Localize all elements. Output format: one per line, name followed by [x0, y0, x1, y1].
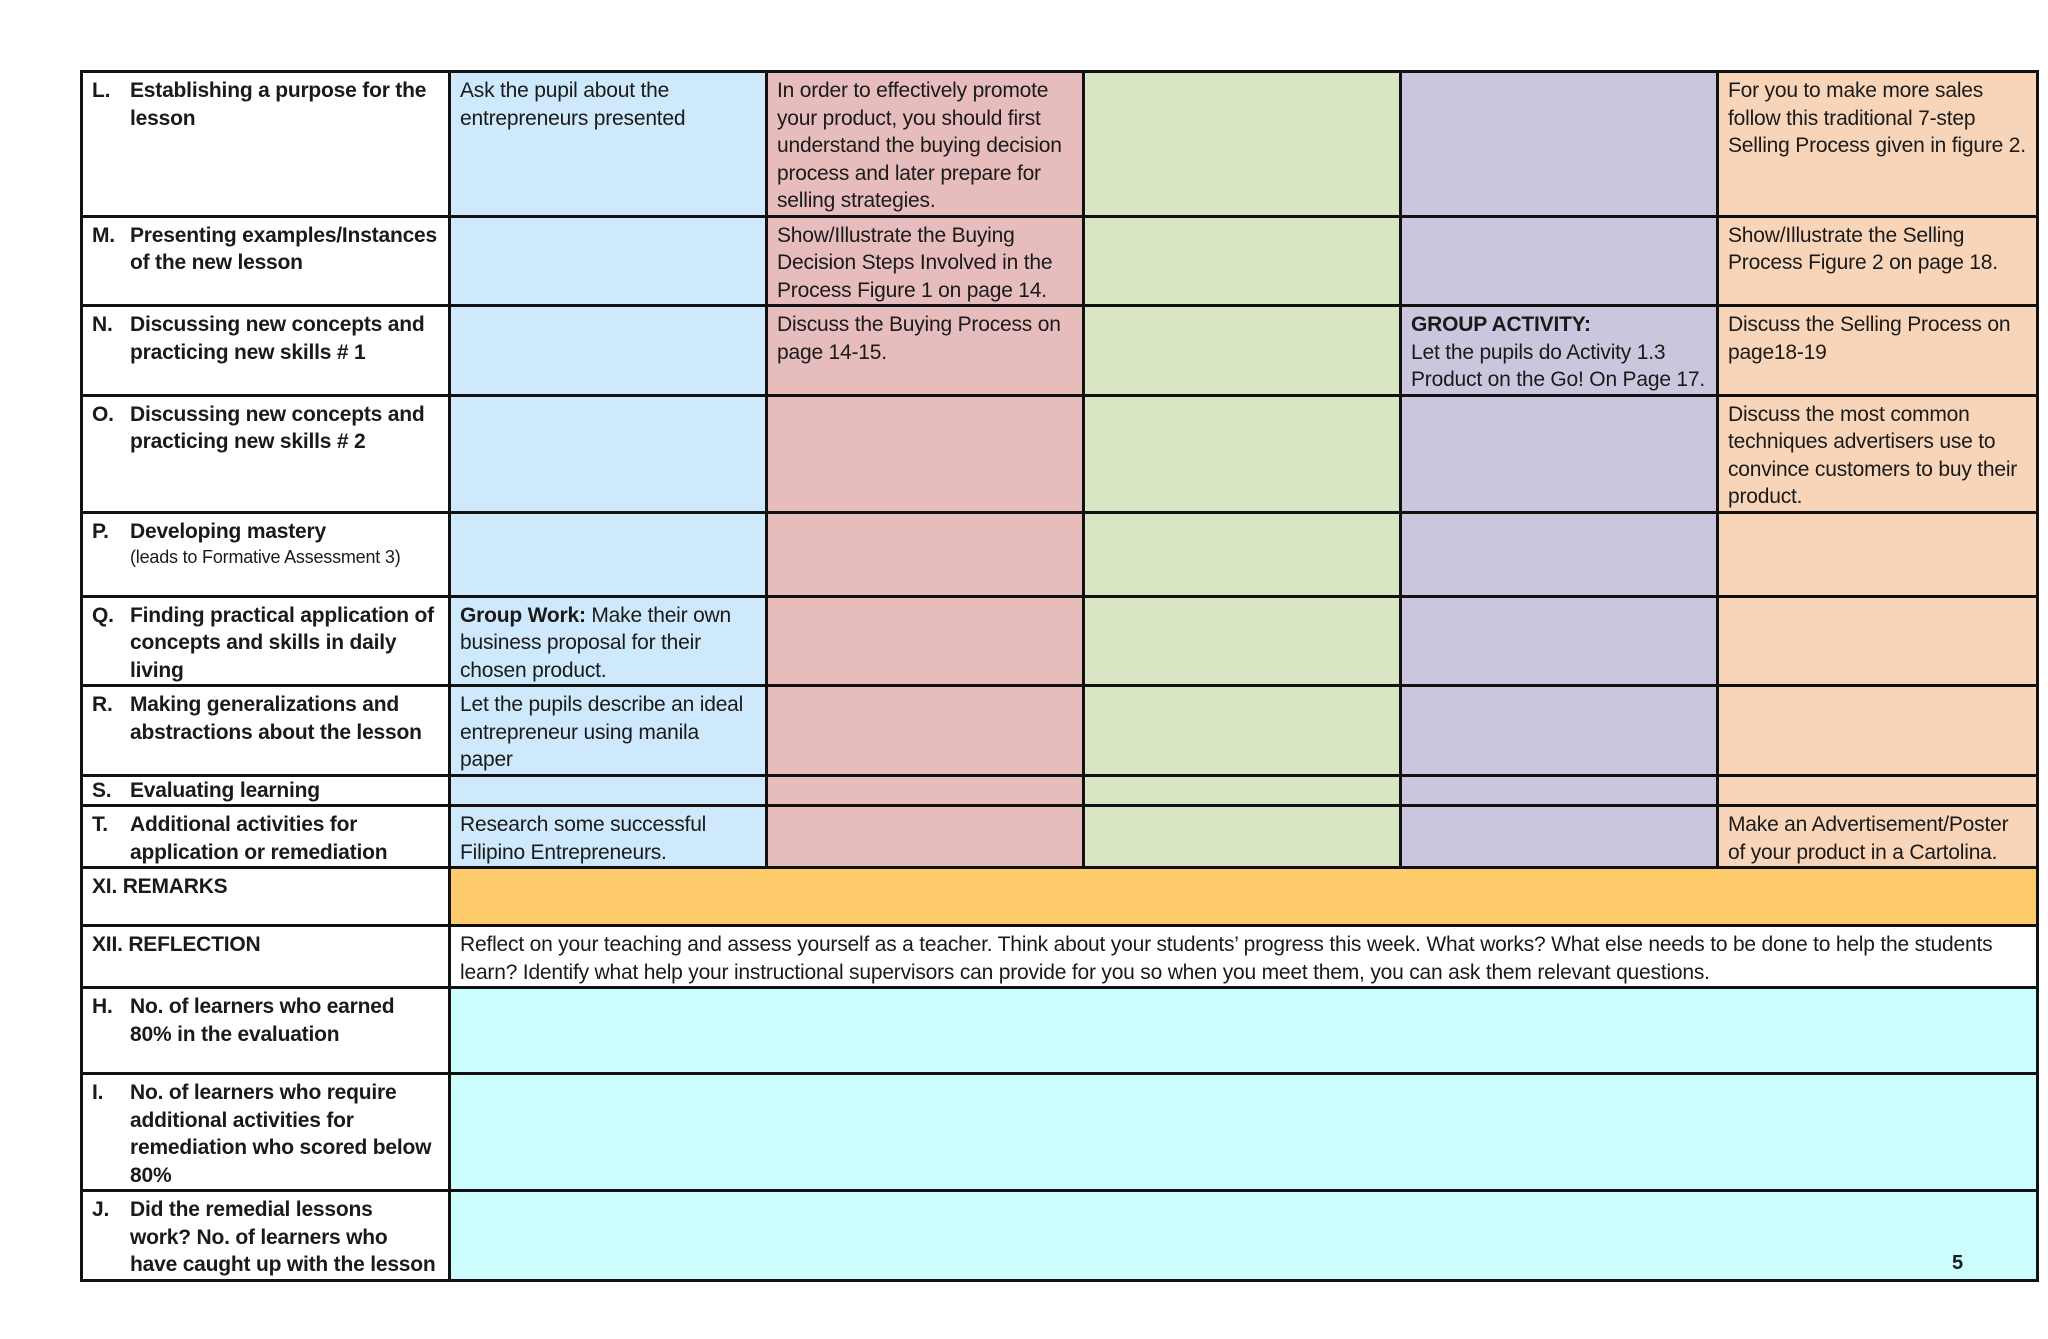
row-label-cell — [82, 216, 450, 306]
day1-cell — [450, 512, 767, 596]
row-label: Additional activities for application or remediation — [130, 813, 388, 864]
reflection-label: XII. REFLECTION — [82, 926, 450, 988]
page-number: 5 — [1952, 1252, 1964, 1274]
row-label: Presenting examples/Instances of the new lesson — [130, 223, 438, 274]
day2-cell: In order to effectively promote your product, you should first understand the buying decision process and later prepare for selling strategies. — [767, 72, 1084, 217]
group-activity-heading: GROUP ACTIVITY: — [1411, 313, 1591, 336]
row-label-cell — [82, 988, 450, 1074]
day4-cell — [1401, 596, 1718, 686]
row-label-cell — [82, 806, 450, 868]
row-label: Establishing a purpose for the lesson — [130, 79, 427, 130]
table-row — [82, 806, 2038, 868]
day2-cell: Discuss the Buying Process on page 14-15. — [767, 306, 1084, 396]
row-code: O. — [92, 402, 114, 426]
day1-cell: Let the pupils describe an ideal entrepreneur using manila paper — [450, 686, 767, 776]
day5-cell — [1718, 775, 2038, 806]
row-label: Discussing new concepts and practicing new skills # 2 — [130, 402, 425, 453]
day2-cell — [767, 806, 1084, 868]
row-label-cell — [82, 306, 450, 396]
row-label-cell — [82, 395, 450, 512]
day2-cell: Show/Illustrate the Buying Decision Steps Involved in the Process Figure 1 on page 14. — [767, 216, 1084, 306]
row-label: Finding practical application of concepts and skills in daily living — [130, 603, 434, 682]
day5-cell: For you to make more sales follow this traditional 7-step Selling Process given in figure 2. — [1718, 72, 2038, 217]
day1-cell — [450, 775, 767, 806]
table-row — [82, 306, 2038, 396]
row-code: S. — [92, 778, 112, 802]
remarks-label: XI. REMARKS — [82, 868, 450, 926]
row-code: T. — [92, 813, 108, 836]
row-code: M. — [92, 223, 115, 247]
row-label: Developing mastery — [130, 519, 326, 543]
reflection-text: Reflect on your teaching and assess yourself as a teacher. Think about your students’ progress this week. What works? What else needs to be done to help the students learn? Identify what help your instructional supervisors can provide for you so when you meet them, you can ask them relevant questions. — [450, 926, 2038, 988]
row-label-cell — [82, 686, 450, 776]
day3-cell — [1084, 395, 1401, 512]
row-label: Evaluating learning — [130, 778, 320, 802]
evaluation-answer-cell[interactable] — [450, 988, 2038, 1074]
day1-cell — [450, 216, 767, 306]
evaluation-row — [82, 1191, 2038, 1281]
row-label-cell — [82, 512, 450, 596]
day3-cell — [1084, 686, 1401, 776]
evaluation-row — [82, 988, 2038, 1074]
day4-cell — [1401, 306, 1718, 396]
day3-cell — [1084, 306, 1401, 396]
group-activity-text: Let the pupils do Activity 1.3 Product on the Go! On Page 17. — [1411, 340, 1706, 391]
row-sublabel: (leads to Formative Assessment 3) — [130, 547, 401, 567]
table-row — [82, 686, 2038, 776]
day2-cell — [767, 686, 1084, 776]
table-row — [82, 596, 2038, 686]
row-label: Discussing new concepts and practicing new skills # 1 — [130, 313, 425, 364]
row-label: Did the remedial lessons work? No. of learners who have caught up with the lesson — [130, 1198, 436, 1276]
day3-cell — [1084, 806, 1401, 868]
day5-cell — [1718, 512, 2038, 596]
day5-cell: Make an Advertisement/Poster of your product in a Cartolina. — [1718, 806, 2038, 868]
lesson-log-sheet — [80, 70, 2036, 1282]
row-code: P. — [92, 519, 109, 543]
day3-cell — [1084, 596, 1401, 686]
day4-cell — [1401, 512, 1718, 596]
row-label-cell — [82, 1074, 450, 1191]
row-code: Q. — [92, 603, 114, 627]
day5-cell — [1718, 596, 2038, 686]
table-row — [82, 216, 2038, 306]
day4-cell — [1401, 775, 1718, 806]
evaluation-answer-cell[interactable] — [450, 1191, 2038, 1281]
day1-cell: Ask the pupil about the entrepreneurs presented — [450, 72, 767, 217]
day5-cell: Discuss the Selling Process on page18-19 — [1718, 306, 2038, 396]
table-row — [82, 72, 2038, 217]
day2-cell — [767, 395, 1084, 512]
row-code: J. — [92, 1198, 110, 1221]
row-code: L. — [92, 79, 111, 102]
row-label-cell — [82, 72, 450, 217]
day4-cell — [1401, 806, 1718, 868]
day3-cell — [1084, 72, 1401, 217]
day4-cell — [1401, 72, 1718, 217]
row-label-cell — [82, 775, 450, 806]
row-code: I. — [92, 1081, 104, 1104]
day2-cell — [767, 512, 1084, 596]
day2-cell — [767, 775, 1084, 806]
remarks-cell[interactable] — [450, 868, 2038, 926]
row-code: H. — [92, 995, 113, 1018]
table-row — [82, 512, 2038, 596]
table-row — [82, 775, 2038, 806]
row-label: Making generalizations and abstractions about the lesson — [130, 693, 422, 744]
reflection-row — [82, 926, 2038, 988]
row-code: N. — [92, 313, 113, 336]
day5-cell — [1718, 686, 2038, 776]
day2-cell — [767, 596, 1084, 686]
evaluation-row — [82, 1074, 2038, 1191]
day5-cell: Show/Illustrate the Selling Process Figure 2 on page 18. — [1718, 216, 2038, 306]
row-code: R. — [92, 693, 113, 716]
daily-lesson-log-table — [80, 70, 2039, 1282]
evaluation-answer-cell[interactable] — [450, 1074, 2038, 1191]
day4-cell — [1401, 395, 1718, 512]
day1-cell — [450, 596, 767, 686]
group-work-heading: Group Work: — [460, 603, 586, 627]
day1-cell — [450, 306, 767, 396]
day3-cell — [1084, 216, 1401, 306]
remarks-row — [82, 868, 2038, 926]
day4-cell — [1401, 686, 1718, 776]
row-label-cell — [82, 1191, 450, 1281]
day1-cell — [450, 395, 767, 512]
day5-cell: Discuss the most common techniques advertisers use to convince customers to buy their product. — [1718, 395, 2038, 512]
day4-cell — [1401, 216, 1718, 306]
day3-cell — [1084, 775, 1401, 806]
row-label: No. of learners who require additional activities for remediation who scored below 80% — [130, 1081, 432, 1187]
group-work-text: Make their own business proposal for their chosen product. — [460, 603, 731, 682]
day3-cell — [1084, 512, 1401, 596]
table-row — [82, 395, 2038, 512]
row-label-cell — [82, 596, 450, 686]
row-label: No. of learners who earned 80% in the evaluation — [130, 995, 395, 1046]
day1-cell: Research some successful Filipino Entrepreneurs. — [450, 806, 767, 868]
